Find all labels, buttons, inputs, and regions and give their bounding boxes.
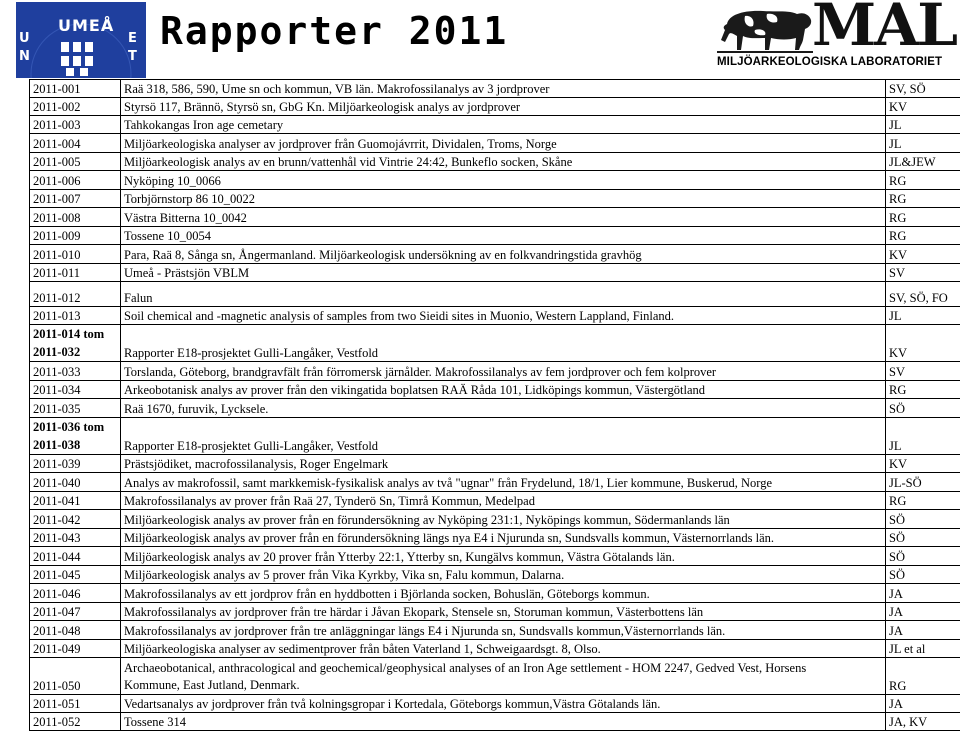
report-signature: RG — [886, 492, 960, 510]
umea-right-letters: ET — [128, 30, 140, 66]
umea-logo-graphic — [16, 2, 146, 78]
table-row — [30, 566, 960, 584]
cow-icon — [715, 0, 815, 58]
mal-laboratory-logo — [715, 0, 960, 76]
report-description: Nyköping 10_0066 — [121, 171, 886, 190]
report-description: Vedartsanalys av jordprover från två kolningsgropar i Kortedala, Göteborgs kommun,Västra Götalands län. — [121, 695, 886, 713]
report-signature: JL-SÖ — [886, 473, 960, 492]
report-id: 2011-041 — [30, 492, 121, 510]
report-signature: SÖ — [886, 510, 960, 529]
report-description: Tossene 314 — [121, 713, 886, 731]
table-row — [30, 695, 960, 713]
report-id: 2011-045 — [30, 566, 121, 584]
report-id: 2011-007 — [30, 190, 121, 208]
report-signature: SÖ — [886, 566, 960, 584]
table-row — [30, 584, 960, 603]
report-id: 2011-042 — [30, 510, 121, 529]
report-id-range-end: 2011-032 — [33, 343, 117, 361]
table-row — [30, 208, 960, 227]
report-signature: KV — [886, 325, 960, 362]
report-signature: JA — [886, 603, 960, 621]
table-row — [30, 116, 960, 134]
report-description: Makrofossilanalys av prover från Raä 27, Tynderö Sn, Timrå Kommun, Medelpad — [121, 492, 886, 510]
table-row — [30, 399, 960, 418]
report-id: 2011-013 — [30, 307, 121, 325]
report-signature: RG — [886, 227, 960, 245]
report-description: Makrofossilanalys av jordprover från tre anläggningar längs E4 i Njurunda sn, Sundsvalls kommun,Västernorrlands län. — [121, 621, 886, 640]
report-description: Miljöarkeologisk analys av prover från en förundersökning av Nyköping 231:1, Nyköpings kommun, Södermanlands län — [121, 510, 886, 529]
table-row — [30, 190, 960, 208]
mal-subtitle: MILJÖARKEOLOGISKA LABORATORIET — [717, 56, 942, 68]
report-signature: JL&JEW — [886, 153, 960, 171]
report-id: 2011-043 — [30, 529, 121, 547]
report-signature: JL — [886, 307, 960, 325]
report-description: Miljöarkeologiska analyser av sedimentprover från båten Vaterland 1, Schweigaardsgt. 8, Olso. — [121, 640, 886, 658]
report-signature: SV — [886, 362, 960, 381]
table-row — [30, 603, 960, 621]
report-id: 2011-010 — [30, 245, 121, 264]
table-row — [30, 547, 960, 566]
report-signature: RG — [886, 208, 960, 227]
report-id-range-start: 2011-014 tom — [33, 325, 117, 343]
report-id: 2011-004 — [30, 134, 121, 153]
report-id: 2011-001 — [30, 80, 121, 98]
umea-left-letters: UN — [19, 30, 31, 66]
table-row — [30, 171, 960, 190]
table-row — [30, 282, 960, 307]
report-description: Makrofossilanalys av ett jordprov från en hyddbotten i Björlanda socken, Bohuslän, Göteborgs kommun. — [121, 584, 886, 603]
report-signature: KV — [886, 245, 960, 264]
table-row — [30, 307, 960, 325]
report-signature: SÖ — [886, 547, 960, 566]
report-description: Miljöarkeologisk analys av en brunn/vattenhål vid Vintrie 24:42, Bunkeflo socken, Skåne — [121, 153, 886, 171]
page-title: Rapporter 2011 — [160, 12, 508, 50]
report-description: Arkeobotanisk analys av prover från den vikingatida boplatsen RAÄ Råda 101, Lidköpings kommun, Västergötland — [121, 381, 886, 399]
report-description-line1: Archaeobotanical, anthracological and geochemical/geophysical analyses of an Iron Age settlement - HOM 2247, Gedved Vest, Horsens — [124, 660, 882, 677]
report-description: Soil chemical and -magnetic analysis of samples from two Sieidi sites in Muonio, Western Lappland, Finland. — [121, 307, 886, 325]
report-id-range — [30, 418, 121, 455]
table-row — [30, 621, 960, 640]
report-description: Raä 318, 586, 590, Ume sn och kommun, VB län. Makrofossilanalys av 3 jordprover — [121, 80, 886, 98]
table-row — [30, 492, 960, 510]
report-description: Torbjörnstorp 86 10_0022 — [121, 190, 886, 208]
report-id: 2011-040 — [30, 473, 121, 492]
report-id-range-start: 2011-036 tom — [33, 418, 117, 436]
report-id: 2011-050 — [30, 658, 121, 695]
report-signature: RG — [886, 658, 960, 695]
report-id: 2011-003 — [30, 116, 121, 134]
report-id: 2011-047 — [30, 603, 121, 621]
report-signature: RG — [886, 381, 960, 399]
report-description: Torslanda, Göteborg, brandgravfält från förromersk järnålder. Makrofossilanalys av fem jordprover och fem kolprover — [121, 362, 886, 381]
table-row — [30, 98, 960, 116]
report-signature: RG — [886, 190, 960, 208]
report-signature: RG — [886, 171, 960, 190]
report-signature: JA — [886, 695, 960, 713]
report-description: Analys av makrofossil, samt markkemisk-fysikalisk analys av två "ugnar" från Frydelund, 18/1, Lier kommune, Buskerud, Norge — [121, 473, 886, 492]
report-id: 2011-049 — [30, 640, 121, 658]
table-row — [30, 455, 960, 473]
table-row — [30, 473, 960, 492]
report-signature: JL — [886, 116, 960, 134]
table-row — [30, 134, 960, 153]
umea-arc-text: UMEÅ — [58, 16, 114, 35]
table-row — [30, 264, 960, 282]
report-description: Para, Raä 8, Sånga sn, Ångermanland. Miljöarkeologisk undersökning av en folkvandringstida gravhög — [121, 245, 886, 264]
report-description: Miljöarkeologisk analys av prover från en förundersökning längs nya E4 i Njurunda sn, Sundsvalls kommun, Västernorrlands län. — [121, 529, 886, 547]
report-description: Raä 1670, furuvik, Lycksele. — [121, 399, 886, 418]
report-description: Rapporter E18-prosjektet Gulli-Langåker, Vestfold — [121, 325, 886, 362]
report-description: Styrsö 117, Brännö, Styrsö sn, GbG Kn. Miljöarkeologisk analys av jordprover — [121, 98, 886, 116]
report-description: Tahkokangas Iron age cemetary — [121, 116, 886, 134]
mal-acronym: MAL — [812, 0, 956, 54]
table-row — [30, 640, 960, 658]
report-description: Falun — [121, 282, 886, 307]
report-description: Prästsjödiket, macrofossilanalysis, Roger Engelmark — [121, 455, 886, 473]
report-id: 2011-035 — [30, 399, 121, 418]
report-description — [121, 658, 886, 695]
report-id: 2011-034 — [30, 381, 121, 399]
report-id-range — [30, 325, 121, 362]
table-row — [30, 713, 960, 731]
report-description: Tossene 10_0054 — [121, 227, 886, 245]
table-row — [30, 153, 960, 171]
report-signature: JL — [886, 418, 960, 455]
report-description: Västra Bitterna 10_0042 — [121, 208, 886, 227]
report-signature: JL — [886, 134, 960, 153]
table-row — [30, 658, 960, 695]
report-description: Rapporter E18-prosjektet Gulli-Langåker, Vestfold — [121, 418, 886, 455]
table-row — [30, 418, 960, 455]
table-row — [30, 381, 960, 399]
report-signature: SV, SÖ — [886, 80, 960, 98]
report-description: Miljöarkeologisk analys av 20 prover från Ytterby 22:1, Ytterby sn, Kungälvs kommun, Västra Götalands län. — [121, 547, 886, 566]
report-id-range-end: 2011-038 — [33, 436, 117, 454]
table-row — [30, 529, 960, 547]
report-id: 2011-006 — [30, 171, 121, 190]
report-signature: SV, SÖ, FO — [886, 282, 960, 307]
report-id: 2011-039 — [30, 455, 121, 473]
report-id: 2011-009 — [30, 227, 121, 245]
report-id: 2011-052 — [30, 713, 121, 731]
table-row — [30, 362, 960, 381]
report-signature: JA — [886, 621, 960, 640]
report-signature: KV — [886, 98, 960, 116]
table-row — [30, 245, 960, 264]
report-id: 2011-002 — [30, 98, 121, 116]
report-id: 2011-005 — [30, 153, 121, 171]
report-signature: SV — [886, 264, 960, 282]
report-description: Umeå - Prästsjön VBLM — [121, 264, 886, 282]
report-signature: KV — [886, 455, 960, 473]
report-signature: SÖ — [886, 529, 960, 547]
table-row — [30, 510, 960, 529]
report-description: Miljöarkeologisk analys av 5 prover från Vika Kyrkby, Vika sn, Falu kommun, Dalarna. — [121, 566, 886, 584]
report-signature: JA — [886, 584, 960, 603]
report-id: 2011-048 — [30, 621, 121, 640]
report-id: 2011-008 — [30, 208, 121, 227]
report-signature: JL et al — [886, 640, 960, 658]
table-row — [30, 227, 960, 245]
report-id: 2011-012 — [30, 282, 121, 307]
report-description: Makrofossilanalys av jordprover från tre härdar i Jåvan Ekopark, Stensele sn, Storuman kommun, Västerbottens län — [121, 603, 886, 621]
page-header — [0, 0, 960, 78]
report-id: 2011-033 — [30, 362, 121, 381]
report-signature: SÖ — [886, 399, 960, 418]
reports-table — [29, 79, 960, 731]
report-id: 2011-051 — [30, 695, 121, 713]
table-row — [30, 80, 960, 98]
report-description: Miljöarkeologiska analyser av jordprover från Guomojávrrit, Dividalen, Troms, Norge — [121, 134, 886, 153]
report-id: 2011-044 — [30, 547, 121, 566]
report-id: 2011-011 — [30, 264, 121, 282]
table-row — [30, 325, 960, 362]
umea-university-logo — [16, 2, 146, 78]
report-description-line2: Kommune, East Jutland, Denmark. — [124, 677, 882, 694]
report-signature: JA, KV — [886, 713, 960, 731]
report-id: 2011-046 — [30, 584, 121, 603]
